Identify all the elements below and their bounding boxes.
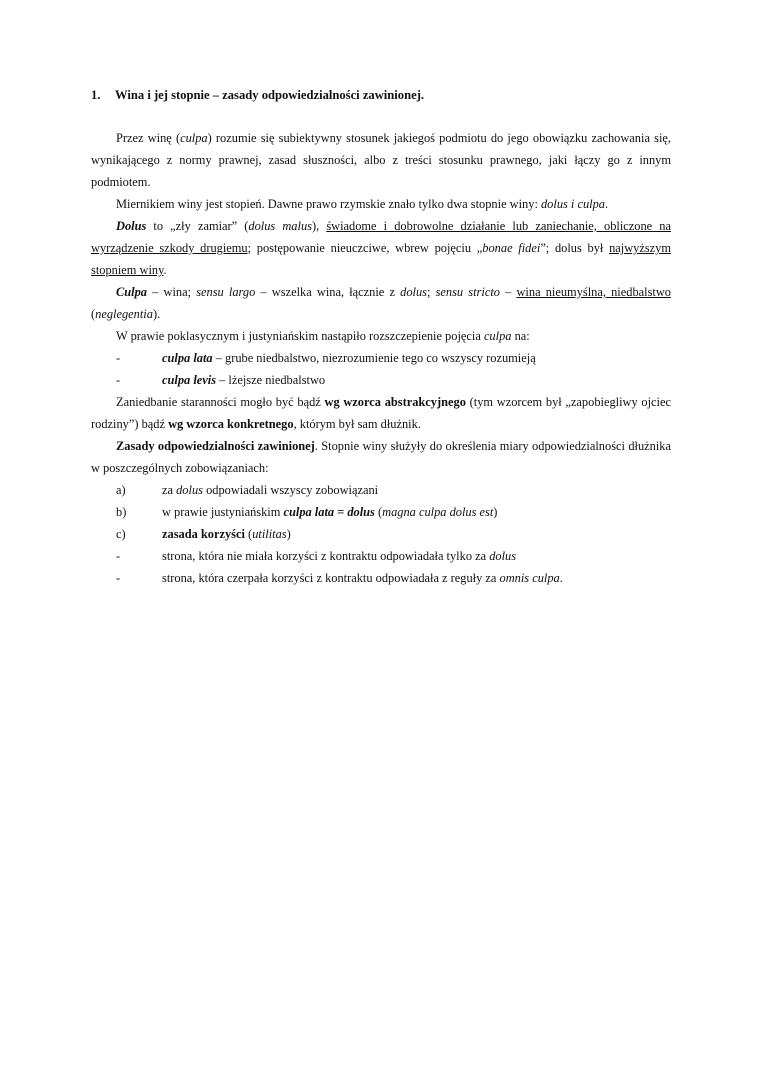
text: na: (511, 329, 530, 343)
term-dolus: dolus (489, 549, 517, 563)
culpa-list (91, 347, 671, 391)
term-dolus: dolus (400, 285, 427, 299)
bold-benefit-rule: zasada korzyści (162, 527, 245, 541)
paragraph-culpa (91, 281, 671, 325)
text: , którym był sam dłużnik. (293, 417, 421, 431)
text: ; postępowanie nieuczciwe, wbrew pojęciu „ (247, 241, 483, 255)
term-culpa: Culpa (116, 285, 147, 299)
bold-concrete-standard: wg wzorca konkretnego (168, 417, 294, 431)
text: ( (244, 527, 253, 541)
document-content (91, 88, 671, 589)
text: odpowiadali wszyscy zobowiązani (202, 483, 379, 497)
paragraph-standard (91, 391, 671, 435)
text: . (605, 197, 609, 211)
term-omnis-culpa: omnis culpa (499, 571, 560, 585)
liability-list (91, 479, 671, 589)
text: w prawie justyniańskim (162, 505, 284, 519)
text: ) (493, 505, 498, 519)
list-item (116, 523, 671, 545)
bold-liability-rules: Zasady odpowiedzialności zawinionej (116, 439, 315, 453)
term-bonae-fidei: bonae fidei (482, 241, 541, 255)
list-marker: c) (116, 527, 126, 541)
text: ”; dolus był (540, 241, 610, 255)
text: za (162, 483, 177, 497)
heading-title: Wina i jej stopnie – zasady odpowiedzialności zawinionej. (115, 88, 425, 102)
list-item (116, 347, 671, 369)
list-item (116, 567, 671, 589)
text: Zaniedbanie staranności mogło być bądź (116, 395, 325, 409)
list-marker: a) (116, 483, 126, 497)
text: – grube niedbalstwo, niezrozumienie tego co wszyscy rozumieją (212, 351, 536, 365)
text: ( (91, 307, 96, 321)
term-utilitas: utilitas (252, 527, 287, 541)
text: ) rozumie się subiektywny stosunek jakiegoś podmiotu do jego obowiązku zachowania się, wynikającego z normy prawnej, zasad słuszności, albo z treści stosunku prawnego, jaki łączy go z innym podmiotem. (91, 131, 671, 189)
text: Przez winę ( (116, 131, 181, 145)
heading-number: 1. (91, 88, 101, 102)
text: to „zły zamiar” ( (146, 219, 249, 233)
text: ). (152, 307, 161, 321)
term-dolus-malus: dolus malus (248, 219, 312, 233)
term-dolus-culpa: dolus i culpa (540, 197, 606, 211)
text: – lżejsze niedbalstwo (216, 373, 326, 387)
term-sensu-stricto: sensu stricto (435, 285, 500, 299)
term-dolus: dolus (176, 483, 203, 497)
text: ( (374, 505, 383, 519)
paragraph-degrees (91, 193, 671, 215)
paragraph-liability-rules (91, 435, 671, 479)
text: ; (426, 285, 436, 299)
bold-abstract-standard: wg wzorca abstrakcyjnego (324, 395, 466, 409)
text: – wina; (147, 285, 197, 299)
underlined-definition: świadome i dobrowolne działanie lub zaniechanie, obliczone na wyrządzenie szkody drugiemu (91, 219, 671, 255)
list-marker: - (116, 351, 121, 365)
underlined-negligence: wina nieumyślna, niedbalstwo (516, 285, 671, 299)
list-marker: - (116, 571, 121, 585)
underlined-highest-degree: najwyższym stopniem winy (91, 241, 672, 277)
term-sensu-largo: sensu largo (196, 285, 256, 299)
list-marker: - (116, 549, 121, 563)
text: . (163, 263, 167, 277)
text: . (559, 571, 563, 585)
term-culpa-lata-dolus: culpa lata = dolus (283, 505, 375, 519)
paragraph-definition (91, 127, 671, 193)
list-marker: b) (116, 505, 127, 519)
term-culpa: culpa (483, 329, 512, 343)
paragraph-dolus (91, 215, 671, 281)
term-magna-culpa: magna culpa dolus est (382, 505, 494, 519)
text: Miernikiem winy jest stopień. Dawne prawo rzymskie znało tylko dwa stopnie winy: (116, 197, 541, 211)
text: strona, która nie miała korzyści z kontraktu odpowiadała tylko za (162, 549, 490, 563)
text: ) (286, 527, 291, 541)
term-culpa-lata: culpa lata (162, 351, 213, 365)
text: – (499, 285, 517, 299)
list-marker: - (116, 373, 121, 387)
text: strona, która czerpała korzyści z kontraktu odpowiadała z reguły za (162, 571, 500, 585)
term-neglegentia: neglegentia (95, 307, 153, 321)
list-item (116, 545, 671, 567)
term-culpa: culpa (180, 131, 208, 145)
text: . Stopnie winy służyły do określenia miary odpowiedzialności dłużnika w poszczególnych zobowiązaniach: (91, 439, 671, 475)
paragraph-split (91, 325, 671, 347)
section-heading (91, 88, 671, 103)
text: ), (311, 219, 327, 233)
term-dolus: Dolus (116, 219, 147, 233)
text: (tym wzorcem był „zapobiegliwy ojciec rodziny”) bądź (91, 395, 671, 431)
list-item (116, 479, 671, 501)
text: W prawie poklasycznym i justyniańskim nastąpiło rozszczepienie pojęcia (116, 329, 484, 343)
list-item (116, 501, 671, 523)
term-culpa-levis: culpa levis (162, 373, 217, 387)
list-item (116, 369, 671, 391)
text: – wszelka wina, łącznie z (255, 285, 401, 299)
